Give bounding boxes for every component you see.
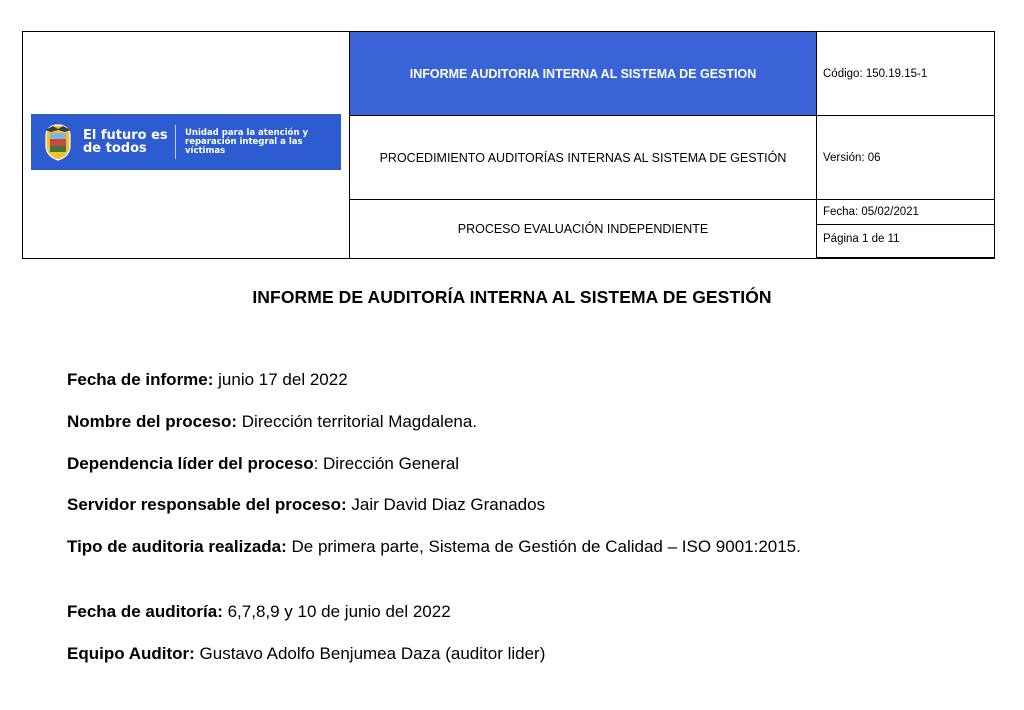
field-value: Dirección territorial Magdalena. (237, 412, 478, 431)
field-audit-date (67, 602, 943, 621)
code-cell (817, 32, 995, 116)
field-process-name (67, 412, 943, 431)
document-version: Versión: 06 (823, 151, 881, 164)
field-label: Tipo de auditoria realizada: (67, 537, 287, 556)
field-value: De primera parte, Sistema de Gestión de Calidad – ISO 9001:2015. (286, 537, 801, 556)
field-label: Fecha de auditoría: (67, 602, 223, 621)
process-name: PROCESO EVALUACIÓN INDEPENDIENTE (457, 222, 709, 236)
logo-sub-text: Unidad para la atención y reparación integral a las víctimas (185, 127, 309, 156)
date-page-cell (817, 200, 995, 259)
field-label: Dependencia líder del proceso (67, 454, 314, 473)
version-cell (817, 116, 995, 200)
field-value: Jair David Diaz Granados (346, 495, 546, 514)
document-title: INFORME DE AUDITORÍA INTERNA AL SISTEMA DE GESTIÓN (252, 287, 772, 307)
field-label: Fecha de informe: (67, 370, 214, 389)
document-code: Código: 150.19.15-1 (823, 67, 928, 80)
field-audit-team (67, 644, 943, 663)
institution-logo (31, 114, 341, 170)
field-lead-dependency (67, 454, 943, 473)
field-value: : Dirección General (313, 454, 460, 473)
field-label: Equipo Auditor: (67, 644, 195, 663)
field-value: 6,7,8,9 y 10 de junio del 2022 (222, 602, 451, 621)
field-label: Servidor responsable del proceso: (67, 495, 347, 514)
page-number: Página 1 de 11 (817, 225, 994, 258)
process-cell (350, 200, 817, 259)
field-report-date (67, 370, 943, 389)
document-header-table (22, 31, 995, 259)
field-value: junio 17 del 2022 (213, 370, 348, 389)
document-date: Fecha: 05/02/2021 (817, 200, 994, 225)
coat-of-arms-icon (41, 122, 75, 162)
procedure-cell (350, 116, 817, 200)
logo-divider (175, 125, 176, 159)
field-responsible-officer (67, 495, 943, 514)
report-title: INFORME AUDITORIA INTERNA AL SISTEMA DE GESTION (409, 66, 757, 81)
report-title-cell (350, 32, 817, 116)
field-label: Nombre del proceso: (67, 412, 238, 431)
logo-cell (23, 32, 350, 259)
field-audit-type (67, 537, 943, 556)
field-value: Gustavo Adolfo Benjumea Daza (auditor lider) (194, 644, 546, 663)
logo-main-text: El futuro es de todos (83, 128, 168, 156)
procedure-name: PROCEDIMIENTO AUDITORÍAS INTERNAS AL SISTEMA DE GESTIÓN (379, 150, 787, 165)
